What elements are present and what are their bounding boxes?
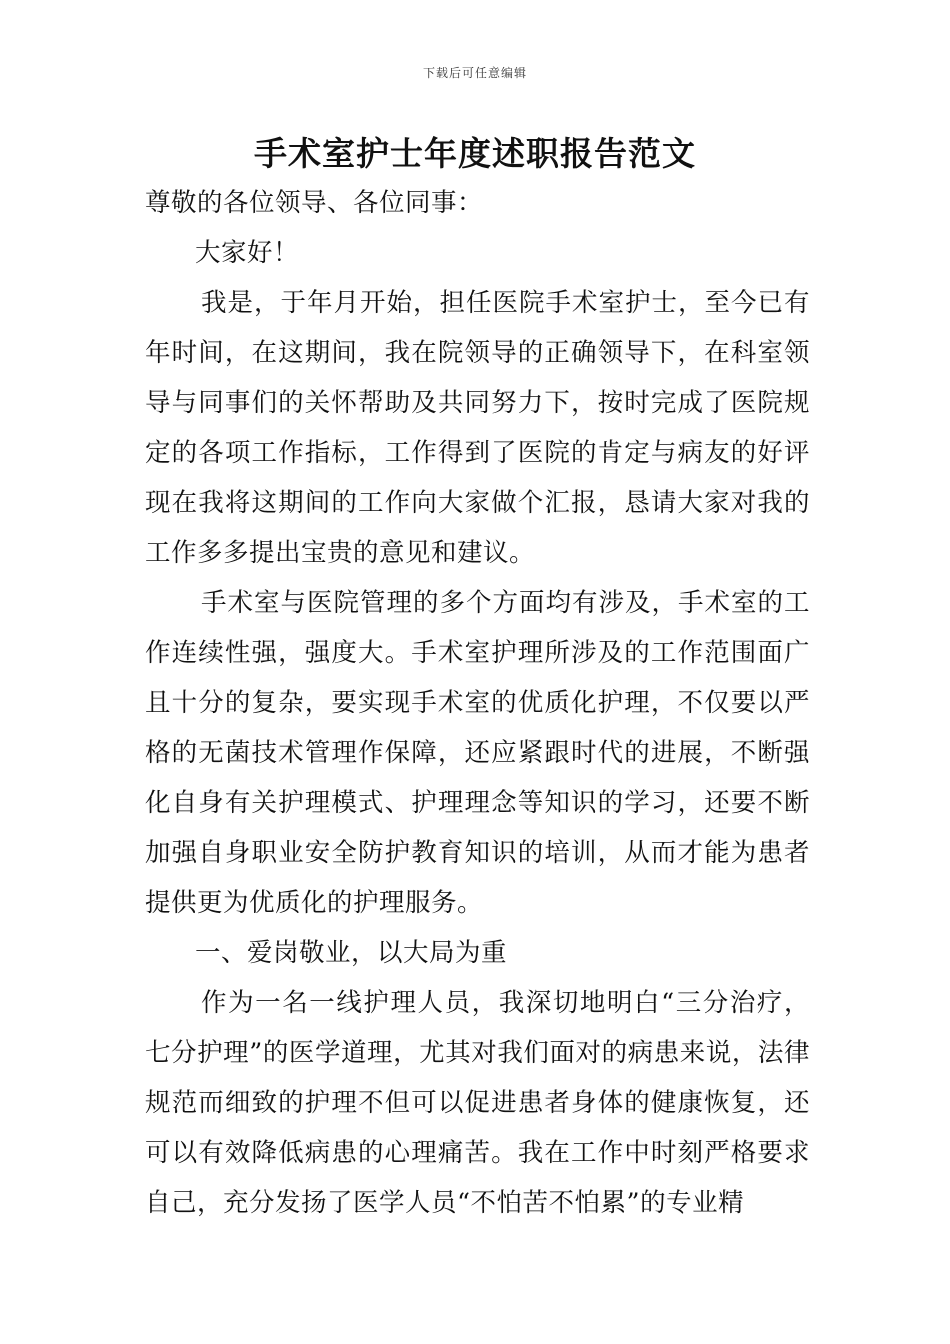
salutation: 尊敬的各位领导、各位同事： xyxy=(145,188,484,218)
paragraph-intro: 我是，于年月开始，担任医院手术室护士，至今已有年时间，在这期间，我在院领导的正确领导下，在科室领导与同事们的关怀帮助及共同努力下，按时完成了医院规定的各项工作指标，工作得到了医院的肯定与病友的好评现在我将这期间的工作向大家做个汇报，恳请大家对我的工作多多提出宝贵的意见和建议。 xyxy=(145,288,810,568)
header-note: 下载后可任意编辑 xyxy=(422,66,527,80)
document-title: 手术室护士年度述职报告范文 xyxy=(254,134,696,173)
greeting: 大家好！ xyxy=(195,238,300,268)
document-body xyxy=(145,178,810,1228)
section-paragraph: 作为一名一线护理人员，我深切地明白“三分治疗，七分护理”的医学道理，尤其对我们面对的病患来说，法律规范而细致的护理不但可以促进患者身体的健康恢复，还可以有效降低病患的心理痛苦。我在工作中时刻严格要求自己，充分发扬了医学人员“不怕苦不怕累”的专业精 xyxy=(145,988,810,1218)
paragraph-or-overview: 手术室与医院管理的多个方面均有涉及，手术室的工作连续性强，强度大。手术室护理所涉及的工作范围面广且十分的复杂，要实现手术室的优质化护理，不仅要以严格的无菌技术管理作保障，还应紧跟时代的进展，不断强化自身有关护理模式、护理理念等知识的学习，还要不断加强自身职业安全防护教育知识的培训，从而才能为患者提供更为优质化的护理服务。 xyxy=(145,588,810,918)
section-heading: 一、爱岗敬业，以大局为重 xyxy=(195,938,508,968)
